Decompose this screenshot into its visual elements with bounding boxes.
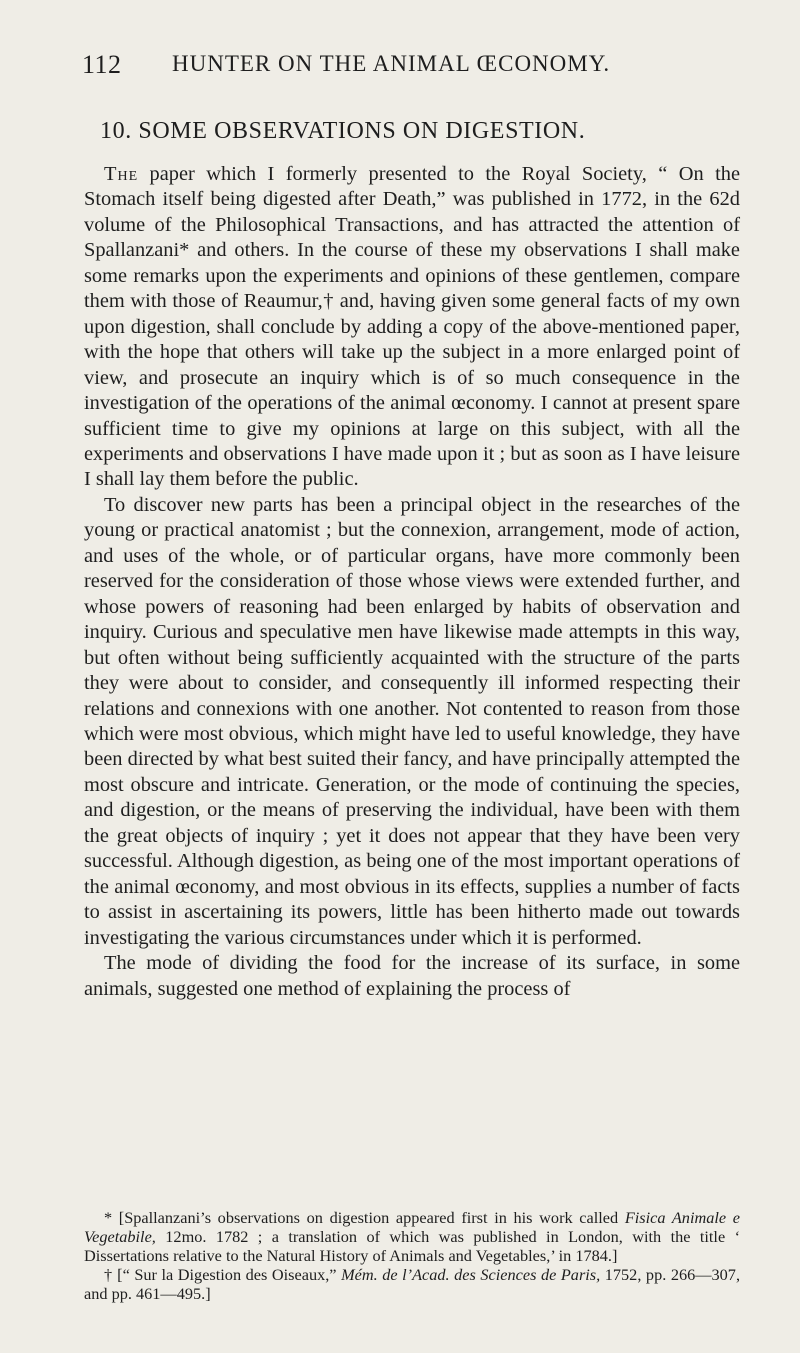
footnote-text: 1752, pp. 266—307, and pp. 461—495.]	[84, 1265, 741, 1303]
paragraph	[84, 162, 740, 493]
footnote-title: Mém. de l’Acad. des Sciences de Paris,	[341, 1265, 601, 1284]
footnote-title: Fisica Animale e Vegetabile,	[84, 1208, 741, 1246]
running-head-title: HUNTER ON THE ANIMAL ŒCONOMY.	[172, 51, 611, 76]
paragraph: To discover new parts has been a principal object in the researches of the young or practical anatomist ; but the connexion, arrangement, mode of action, and uses of the whole, or of particular organs, have more commonly been reserved for the consideration of those whose views were extended further, and whose powers of reasoning had been enlarged by habits of observation and inquiry. Curious and speculative men have likewise made attempts in this way, but often without being sufficiently acquainted with the structure of the parts they were about to consider, and consequently ill informed respecting their relations and connexions with one another. Not contented to reason from those which were most obvious, which might have led to useful knowledge, they have been directed by what best suited their fancy, and have principally attempted the most obscure and intricate. Generation, or the mode of continuing the species, and digestion, or the means of preserving the individual, have been with them the great objects of inquiry ; yet it does not appear that they have been very successful. Although digestion, as being one of the most important operations of the animal œconomy, and most obvious in its effects, supplies a number of facts to assist in ascertaining its powers, little has been hitherto made out towards investigating the various circumstances under which it is performed.	[84, 493, 740, 949]
footnote	[84, 1208, 740, 1265]
footnote	[84, 1265, 740, 1303]
footnote-marker: †	[104, 1265, 113, 1284]
paragraph: The mode of dividing the food for the increase of its surface, in some animals, suggested one method of explaining the process of	[84, 952, 740, 1000]
section-heading: 10. SOME OBSERVATIONS ON DIGESTION.	[100, 118, 586, 144]
footnote-text: 12mo. 1782 ; a translation of which was published in London, with the title ‘ Dissertations relative to the Natural History of Animals and Vegetables,’ in 1784.]	[84, 1227, 740, 1265]
footnote-marker: *	[104, 1208, 113, 1227]
footnotes	[84, 1208, 740, 1303]
footnote-text: [“ Sur la Digestion des Oiseaux,”	[112, 1265, 342, 1284]
paragraph-lead-word: The	[104, 163, 139, 185]
footnote-text: [Spallanzani’s observations on digestion appeared first in his work called	[112, 1208, 625, 1227]
page-number: 112	[82, 50, 122, 79]
body-text	[84, 162, 740, 1002]
paragraph-text: paper which I formerly presented to the Royal Society, “ On the Stomach itself being digested after Death,” was published in 1772, in the 62d volume of the Philosophical Transactions, and has attracted the attention of Spallanzani* and others. In the course of these my observations I shall make some remarks upon the experiments and opinions of these gentlemen, compare them with those of Reaumur,† and, having given some general facts of my own upon digestion, shall conclude by adding a copy of the above-mentioned paper, with the hope that others will take up the subject in a more enlarged point of view, and prosecute an inquiry which is of so much consequence in the investigation of the operations of the animal œconomy. I cannot at present spare sufficient time to give my opinions at large on this subject, with all the experiments and observations I have made upon it ; but as soon as I have leisure I shall lay them before the public.	[84, 163, 740, 491]
